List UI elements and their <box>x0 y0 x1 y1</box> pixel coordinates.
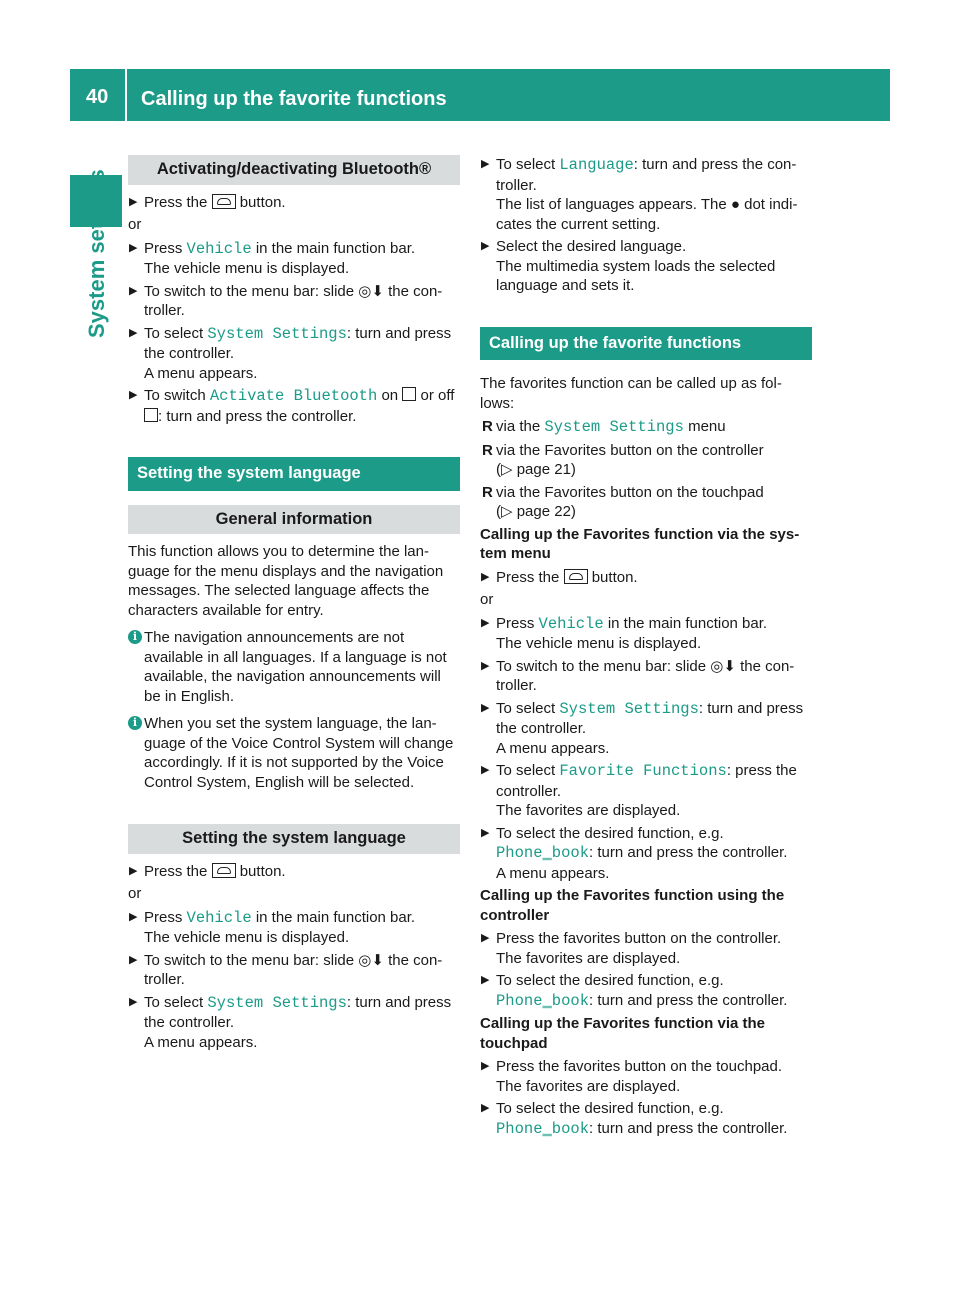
or-text: or <box>128 885 142 902</box>
step: ▶ To select System Settings: turn and press the controller. A menu appears. <box>129 324 452 382</box>
info-icon: i <box>128 630 142 644</box>
menu-item-phonebook: Phone‗book <box>496 1119 590 1138</box>
header-divider <box>125 69 127 121</box>
step: ▶ Press Vehicle in the main function bar. The vehicle menu is displayed. <box>129 908 416 946</box>
or-text: or <box>128 216 142 233</box>
step-arrow-icon: ▶ <box>481 1102 490 1114</box>
step-arrow-icon: ▶ <box>481 659 490 672</box>
menu-item-system-settings: System Settings <box>544 418 684 436</box>
step-arrow-icon: ▶ <box>129 910 138 923</box>
set-language-heading: Setting the system language <box>128 824 460 854</box>
info-note: i The navigation announcements are not available in all languages. If a language is not available, the navigation announcements will be in English. <box>128 628 460 706</box>
step-arrow-icon: ▶ <box>481 932 490 944</box>
step-arrow-icon: ▶ <box>481 974 490 986</box>
step: ▶ Press the favorites button on the controller. The favorites are displayed. <box>481 930 782 967</box>
menu-item-system-settings: System Settings <box>207 993 347 1012</box>
page-title: Calling up the favorite functions <box>141 88 447 110</box>
menu-item-vehicle: Vehicle <box>186 239 252 258</box>
step: ▶ To select the desired function, e.g. Phone‗book: turn and press the controller. A menu appears. <box>481 824 788 882</box>
step-arrow-icon: ▶ <box>481 826 490 839</box>
step: ▶ To switch to the menu bar: slide ◎⬇ the con-troller. <box>481 657 795 694</box>
step: ▶ To select the desired function, e.g. Phone‗book: turn and press the controller. <box>481 972 788 1010</box>
bluetooth-heading: Activating/deactivating Bluetooth® <box>128 155 460 185</box>
step: ▶ Press the button. <box>129 862 286 880</box>
menu-item-language: Language <box>559 156 634 174</box>
sysmenu-subheading: Calling up the Favorites function via the sys-tem menu <box>480 525 800 562</box>
general-info-text: This function allows you to determine the lan-guage for the menu displays and the navigation messages. The selected language affects the characters available for entry. <box>128 543 444 619</box>
step: ▶ To switch Activate Bluetooth on or off : turn and press the controller. <box>129 387 455 425</box>
step-arrow-icon: ▶ <box>129 326 138 339</box>
step-arrow-icon: ▶ <box>481 764 490 776</box>
menu-item-favorite-functions: Favorite Functions <box>559 762 727 780</box>
right-column <box>480 155 812 1142</box>
step: ▶ To select System Settings: turn and press the controller. A menu appears. <box>481 699 804 757</box>
step-arrow-icon: ▶ <box>129 864 138 877</box>
vehicle-button-icon <box>212 194 236 209</box>
step-arrow-icon: ▶ <box>129 241 138 254</box>
checkbox-empty-icon <box>144 408 158 422</box>
checkbox-checked-icon <box>402 387 416 401</box>
controller-subheading: Calling up the Favorites function using the controller <box>480 887 785 924</box>
step: ▶ Press Vehicle in the main function bar. The vehicle menu is displayed. <box>129 239 416 277</box>
step-arrow-icon: ▶ <box>481 1060 490 1072</box>
vehicle-button-icon <box>564 569 588 584</box>
step-arrow-icon: ▶ <box>129 995 138 1008</box>
favorites-heading: Calling up the favorite functions <box>480 327 812 361</box>
step: ▶ Press Vehicle in the main function bar. The vehicle menu is displayed. <box>481 614 768 652</box>
step: ▶ To switch to the menu bar: slide ◎⬇ the con-troller. <box>129 282 443 319</box>
menu-item-system-settings: System Settings <box>207 324 347 343</box>
bullet-item: R via the Favorites button on the controller (▷ page 21) <box>482 441 764 478</box>
menu-item-activate-bluetooth: Activate Bluetooth <box>209 387 378 405</box>
step: ▶ To select Language: turn and press the con-troller. The list of languages appears. The ● dot indi-cates the current setting. <box>481 156 798 233</box>
step: ▶ Press the button. <box>129 193 286 211</box>
step-arrow-icon: ▶ <box>129 195 138 208</box>
or-text: or <box>480 591 494 608</box>
step-arrow-icon: ▶ <box>129 389 138 401</box>
step: ▶ To select the desired function, e.g. Phone‗book: turn and press the controller. <box>481 1100 788 1138</box>
step: ▶ To switch to the menu bar: slide ◎⬇ the con-troller. <box>129 951 443 988</box>
bullet-r-icon: R <box>482 441 493 459</box>
menu-item-vehicle: Vehicle <box>186 908 252 927</box>
menu-item-phonebook: Phone‗book <box>496 991 590 1010</box>
language-heading: Setting the system language <box>128 457 460 491</box>
general-info-heading: General information <box>128 505 460 535</box>
bullet-r-icon: R <box>482 483 493 501</box>
favorites-intro: The favorites function can be called up as fol-lows: <box>480 375 782 412</box>
page-number: 40 <box>86 86 109 108</box>
step-arrow-icon: ▶ <box>481 616 490 629</box>
step-arrow-icon: ▶ <box>481 570 490 583</box>
step-arrow-icon: ▶ <box>481 240 490 252</box>
info-icon: i <box>128 716 142 730</box>
left-column <box>128 155 460 1055</box>
step: ▶ Press the favorites button on the touchpad. The favorites are displayed. <box>481 1058 783 1095</box>
step-arrow-icon: ▶ <box>481 701 490 714</box>
bullet-item: R via the System Settings menu <box>482 418 726 436</box>
menu-item-vehicle: Vehicle <box>538 614 604 633</box>
step: ▶ To select System Settings: turn and press the controller. A menu appears. <box>129 993 452 1051</box>
menu-item-system-settings: System Settings <box>559 699 699 718</box>
step-arrow-icon: ▶ <box>129 953 138 966</box>
step-arrow-icon: ▶ <box>129 284 138 297</box>
info-note: i When you set the system language, the lan-guage of the Voice Control System will change accordingly. If it is not supported by the Voice Control System, English will be selected. <box>128 714 460 792</box>
step: ▶ Select the desired language. The multimedia system loads the selected language and sets it. <box>481 238 776 294</box>
menu-item-phonebook: Phone‗book <box>496 844 590 862</box>
bullet-r-icon: R <box>482 418 493 435</box>
bullet-item: R via the Favorites button on the touchpad (▷ page 22) <box>482 483 764 520</box>
vehicle-button-icon <box>212 863 236 878</box>
step-arrow-icon: ▶ <box>481 158 490 170</box>
side-section-label: System settings <box>84 169 109 338</box>
step: ▶ Press the button. <box>481 568 638 586</box>
step: ▶ To select Favorite Functions: press the controller. The favorites are displayed. <box>481 762 797 819</box>
touchpad-subheading: Calling up the Favorites function via the touchpad <box>480 1015 766 1052</box>
